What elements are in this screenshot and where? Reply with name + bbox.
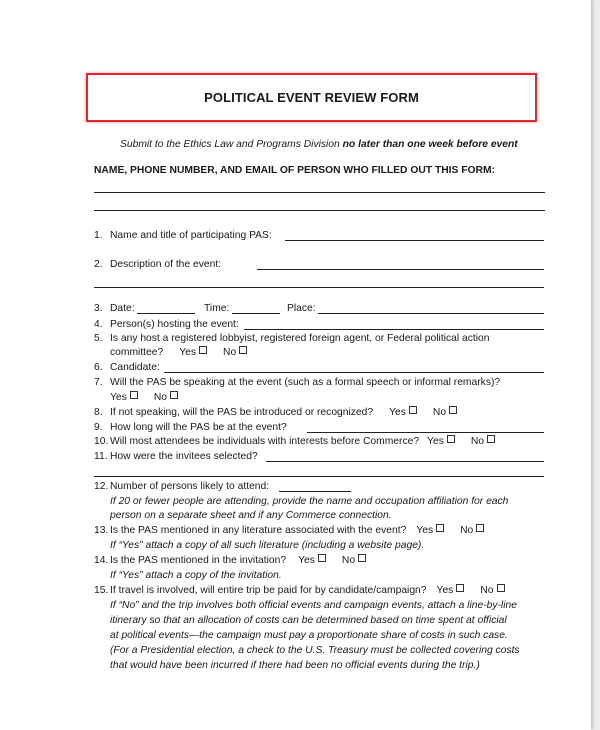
q13-no-label: No	[460, 525, 474, 536]
q13-yes-label: Yes	[416, 525, 434, 536]
q7-no-checkbox[interactable]	[170, 391, 178, 399]
q15-note-4: (For a Presidential election, a check to the U.S. Treasury must be collected covering costs	[110, 645, 520, 656]
submit-deadline: no later than one week before event	[342, 139, 518, 150]
filler-line-2[interactable]	[94, 210, 545, 211]
q5-no-label: No	[223, 347, 237, 358]
q5-yes-label: Yes	[179, 347, 197, 358]
q14-number: 14.	[94, 555, 109, 566]
q3-date-label: Date:	[110, 303, 135, 314]
q7-label: Will the PAS be speaking at the event (such as a formal speech or informal remarks)?	[110, 377, 501, 388]
q15-yes-checkbox[interactable]	[456, 584, 464, 592]
q2-answer-line-1[interactable]	[257, 269, 544, 270]
q8-yes-label: Yes	[389, 407, 406, 418]
q12-answer-line[interactable]	[279, 491, 351, 492]
q6-number: 6.	[94, 362, 103, 373]
q3-time-label: Time:	[204, 303, 230, 314]
submit-instruction-text: Submit to the Ethics Law and Programs Division	[120, 139, 340, 150]
q10-label: Will most attendees be individuals with interests before Commerce?	[110, 436, 420, 447]
q1-label: Name and title of participating PAS:	[110, 230, 272, 241]
q8-no-label: No	[432, 407, 447, 418]
form-title-box	[86, 73, 537, 122]
q7-yes-checkbox[interactable]	[130, 391, 138, 399]
q12-label: Number of persons likely to attend:	[110, 481, 270, 492]
q4-label: Person(s) hosting the event:	[110, 319, 239, 330]
q5-no-checkbox[interactable]	[239, 346, 247, 354]
q13-row	[110, 524, 484, 537]
filler-line-1[interactable]	[94, 192, 545, 193]
filler-heading: NAME, PHONE NUMBER, AND EMAIL OF PERSON WHO FILLED OUT THIS FORM:	[94, 165, 496, 176]
q15-note-3: at political events—the campaign must pay a proportionate share of costs in such case.	[110, 630, 508, 641]
q5-label-line1: Is any host a registered lobbyist, registered foreign agent, or Federal political action	[110, 333, 490, 344]
q3-number: 3.	[94, 303, 103, 314]
q14-row	[110, 554, 366, 567]
q2-label: Description of the event:	[110, 259, 222, 270]
q5-yes-checkbox[interactable]	[199, 346, 207, 354]
q6-label: Candidate:	[110, 362, 160, 373]
q13-label: Is the PAS mentioned in any literature associated with the event?	[110, 525, 407, 536]
q8-yes-checkbox[interactable]	[409, 406, 417, 414]
q14-yes-checkbox[interactable]	[318, 554, 326, 562]
q15-note-1: If “No” and the trip involves both official events and campaign events, attach a line-by-line	[110, 600, 517, 611]
q8-number: 8.	[94, 407, 103, 418]
q8-no-checkbox[interactable]	[449, 406, 457, 414]
q2-answer-line-2[interactable]	[94, 287, 544, 288]
q7-number: 7.	[94, 377, 103, 388]
form-title: POLITICAL EVENT REVIEW FORM	[204, 90, 419, 105]
q5-label-line2: committee?	[110, 347, 164, 358]
q4-number: 4.	[94, 319, 103, 330]
q15-number: 15.	[94, 585, 109, 596]
q6-answer-line[interactable]	[164, 372, 544, 373]
q5-yes-no	[110, 346, 247, 359]
q13-number: 13.	[94, 525, 109, 536]
q7-yes-no	[110, 391, 178, 404]
q1-number: 1.	[94, 230, 103, 241]
q14-yes-label: Yes	[298, 555, 315, 566]
q12-number: 12.	[94, 481, 109, 492]
q9-number: 9.	[94, 422, 103, 433]
q8-label: If not speaking, will the PAS be introduced or recognized?	[110, 407, 374, 418]
q10-yes-checkbox[interactable]	[447, 435, 455, 443]
q13-no-checkbox[interactable]	[476, 524, 484, 532]
q11-answer-line-1[interactable]	[266, 461, 544, 462]
q9-answer-line[interactable]	[307, 432, 544, 433]
q11-number: 11.	[94, 451, 108, 462]
q10-row	[110, 435, 495, 448]
q15-no-label: No	[480, 585, 494, 596]
q11-label: How were the invitees selected?	[110, 451, 258, 462]
q12-note-2: person on a separate sheet and if any Commerce connection.	[110, 510, 392, 521]
q10-no-checkbox[interactable]	[487, 435, 495, 443]
q4-answer-line[interactable]	[244, 329, 544, 330]
q3-time-line[interactable]	[232, 313, 280, 314]
q13-yes-checkbox[interactable]	[436, 524, 444, 532]
q5-number: 5.	[94, 333, 103, 344]
q12-note-1: If 20 or fewer people are attending, provide the name and occupation affiliation for each	[110, 496, 509, 507]
q13-note: If “Yes” attach a copy of all such literature (including a website page).	[110, 540, 425, 551]
q7-no-label: No	[153, 392, 167, 403]
q15-label: If travel is involved, will entire trip be paid for by candidate/campaign?	[110, 585, 427, 596]
q11-answer-line-2[interactable]	[94, 476, 544, 477]
q3-place-label: Place:	[287, 303, 316, 314]
q10-number: 10.	[94, 436, 109, 447]
q15-yes-label: Yes	[436, 585, 454, 596]
q14-no-label: No	[341, 555, 356, 566]
q9-label: How long will the PAS be at the event?	[110, 422, 287, 433]
q3-place-line[interactable]	[318, 313, 544, 314]
q10-yes-label: Yes	[427, 436, 444, 447]
q2-number: 2.	[94, 259, 103, 270]
q3-date-line[interactable]	[137, 313, 195, 314]
q7-yes-label: Yes	[110, 392, 127, 403]
q15-row	[110, 584, 505, 597]
q14-label: Is the PAS mentioned in the invitation?	[110, 555, 287, 566]
q15-note-5: that would have been incurred if there had been no official events during the trip.)	[110, 660, 480, 671]
q15-no-checkbox[interactable]	[497, 584, 505, 592]
q8-row	[110, 406, 457, 419]
submit-instruction	[120, 138, 518, 151]
q10-no-label: No	[470, 436, 485, 447]
q15-note-2: itinerary so that an allocation of costs can be determined based on time spent at official	[110, 615, 507, 626]
q14-no-checkbox[interactable]	[358, 554, 366, 562]
q14-note: If “Yes” attach a copy of the invitation.	[110, 570, 282, 581]
q1-answer-line[interactable]	[285, 240, 544, 241]
